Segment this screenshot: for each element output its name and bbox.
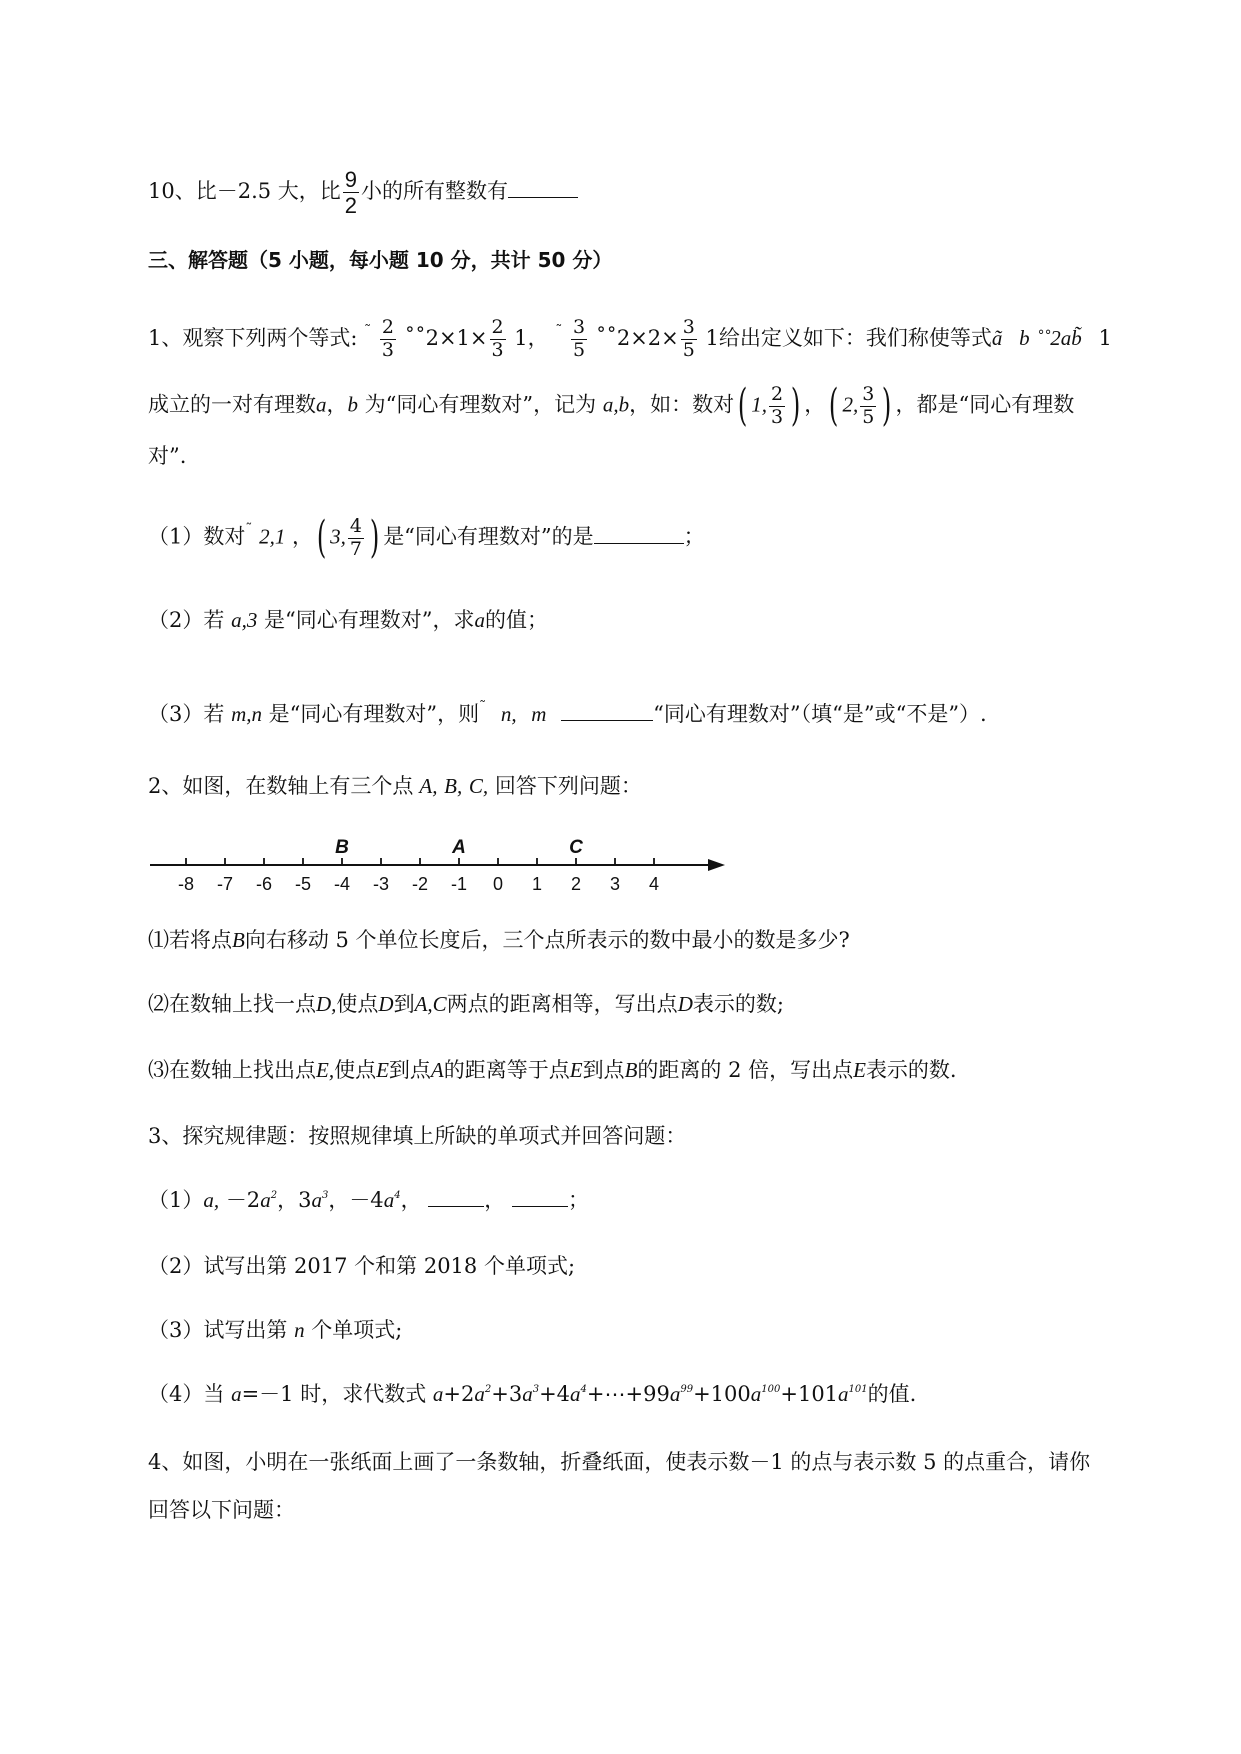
point-label: B [624,1058,638,1082]
exponent: 4 [580,1384,587,1395]
point-label: B [232,928,245,952]
var: a [383,1188,395,1212]
text: “同心有理数对”（填“是”或“不是”）. [653,702,987,726]
exponent: 99 [680,1384,694,1395]
exponent: 3 [532,1384,540,1395]
p3-s4 [148,1384,916,1405]
var: a [432,1382,444,1406]
text: ， [277,1188,299,1212]
text: 为“同心有理数对”，记为 [358,392,597,417]
point-label: B, [444,774,463,798]
text: ，如：数对 [629,392,735,417]
tick-label: -5 [294,874,312,894]
var: ã [991,325,1003,350]
tilde-mark: ˜ [555,322,563,339]
eq-text: 1 [1098,325,1112,350]
fraction-nine-halves [343,168,359,217]
text: （4）当 [148,1382,225,1406]
tick-label: 4 [648,874,660,894]
point-label: E [853,1058,866,1082]
term: a, [203,1188,220,1212]
text: 是“同心有理数对”，求 [264,608,475,632]
tick-label: 0 [492,874,504,894]
tilde-mark: ˜ [479,699,487,715]
term: 3 [298,1188,312,1212]
text: ； [567,1188,589,1212]
p1-line1 [148,318,1112,361]
var: a [750,1382,762,1406]
p4-line2: 回答以下问题： [148,1498,295,1522]
text: 个单项式; [311,1318,403,1342]
var: a [260,1188,271,1212]
tick-label: -6 [255,874,273,894]
text: 表示的数. [865,1058,957,1082]
term: +⋯+99 [586,1382,670,1406]
term: －2 [225,1188,261,1212]
section-title: 三、解答题（5 小题，每小题 10 分，共计 50 分） [148,248,613,272]
text: 是“同心有理数对”的是 [383,524,594,549]
text: （3）若 [148,702,225,726]
frac-denominator: 2 [344,193,358,219]
text: ， [484,1188,506,1212]
tick-label: -4 [333,874,351,894]
point-label: A, [419,774,438,798]
text: 2、如图，在数轴上有三个点 [148,774,414,798]
var: 3, [330,524,346,549]
var: a [838,1382,849,1406]
arrow-head-icon [708,859,725,871]
point-label-c: C [569,837,583,858]
var: a [311,1188,322,1212]
exponent: 4 [394,1190,401,1201]
paren: ( [316,512,327,563]
text: （3）试写出第 [148,1318,288,1342]
text: ， [804,392,826,417]
p1-line3: 对”. [148,444,187,468]
p1-intro: 1、观察下列两个等式: [148,325,358,350]
point-label: D, [316,992,337,1016]
text: ， [292,524,313,549]
exponent: 2 [270,1190,278,1201]
text: （2）若 [148,608,225,632]
p1-sub1 [148,512,705,563]
var: a [316,392,327,417]
text: ⑵在数轴上找一点 [148,992,316,1016]
text: =－1 时，求代数式 [241,1382,427,1406]
p2-q2 [148,994,784,1015]
fraction: $\frac{2}{3}$ [381,316,394,361]
var: m,n [231,702,262,726]
term: －4 [349,1188,384,1212]
text: 到点 [388,1058,431,1082]
question-10 [148,168,578,217]
text: ， [326,392,348,417]
text: 的距离等于点 [443,1058,570,1082]
point-label: E, [316,1058,335,1082]
var: b̃ [1071,325,1082,350]
term: +100 [693,1382,751,1406]
var: a [474,1382,485,1406]
var: n [294,1318,305,1342]
eq-text: 1给出定义如下：我们称使等式 [705,325,992,350]
text: 回答下列问题： [494,774,642,798]
tilde-mark: ˜ [364,322,372,339]
text: ⑴若将点 [148,928,232,952]
answer-blank[interactable] [428,1206,484,1207]
text: 的距离的 2 倍，写出点 [637,1058,854,1082]
tick-label: -3 [372,874,390,894]
text: ⑶在数轴上找出点 [148,1058,316,1082]
text: ， [400,1188,422,1212]
text: 的值. [867,1382,917,1406]
tick-label: -7 [216,874,234,894]
fraction: $\frac{3}{5}$ [682,316,695,361]
tick-label: 1 [531,874,543,894]
point-label: E [376,1058,389,1082]
var: a [474,608,485,632]
var: ˚˚2a [1036,325,1072,350]
p3-s1 [148,1190,589,1211]
text: 是“同心有理数对”，则 [268,702,480,726]
tick-label: 3 [609,874,621,894]
tilde-mark: ˜ [245,521,253,538]
text: ， [328,1188,350,1212]
paren: ) [790,380,801,431]
fraction: $\frac{2}{3}$ [491,316,504,361]
p3-title: 3、探究规律题：按照规律填上所缺的单项式并回答问题： [148,1124,687,1148]
fraction: $\frac{4}{7}$ [349,514,363,560]
tick-label: -1 [450,874,468,894]
eq-text: ˚˚2×1× [404,325,488,350]
var: 2, [842,392,859,417]
number-line-ticks [178,858,659,894]
var: a,3 [231,608,258,632]
text: 两点的距离相等，写出点 [446,992,678,1016]
text: 到 [393,992,415,1016]
p2-title [148,776,642,797]
text: 的值； [484,608,548,632]
exponent: 2 [484,1384,492,1395]
tick-label: -2 [411,874,429,894]
p1-sub3 [148,700,987,725]
exponent: 100 [761,1384,781,1395]
text: ； [683,524,705,549]
eq-text: 1， [514,325,549,350]
var: a [669,1382,681,1406]
text: 向右移动 5 个单位长度后，三个点所表示的数中最小的数是多少? [244,928,850,952]
point-label: A, [414,992,433,1016]
text: 使点 [334,1058,377,1082]
tick-label: 2 [570,874,582,894]
number-line-figure [140,825,740,900]
var: b [347,392,358,417]
text: （1）数对 [148,524,246,549]
p2-q1 [148,930,850,951]
fraction: $\frac{3}{5}$ [573,316,586,361]
var: a [570,1382,581,1406]
paren: ( [737,380,748,431]
point-label: E [569,1058,583,1082]
text: 到点 [582,1058,625,1082]
var: a [522,1382,533,1406]
var: n, [500,702,517,726]
p3-s2: （2）试写出第 2017 个和第 2018 个单项式; [148,1254,576,1278]
q10-suffix: 小的所有整数有 [361,179,509,204]
answer-blank[interactable] [512,1206,568,1207]
number-line-points [335,837,583,858]
tick-label: -8 [177,874,195,894]
frac-numerator: 9 [344,167,358,192]
text: 使点 [336,992,379,1016]
fraction: $\frac{3}{5}$ [862,382,875,428]
answer-blank[interactable] [594,543,684,544]
term: +3 [491,1382,523,1406]
text: （1） [148,1188,204,1212]
var: b [1019,325,1030,350]
var: a,b [602,392,630,417]
term: +101 [780,1382,839,1406]
var: 1, [751,392,768,417]
answer-blank[interactable] [508,197,578,198]
p1-sub2 [148,610,548,631]
paren: ) [369,512,380,563]
p2-q3 [148,1060,957,1081]
var: m [531,702,547,726]
var: 2,1 [259,524,286,549]
text: 表示的数; [692,992,784,1016]
term: +4 [539,1382,571,1406]
eq-text: ˚˚2×2× [595,325,679,350]
exponent: 3 [321,1190,329,1201]
exponent: 101 [848,1384,868,1395]
paren: ( [829,380,839,431]
point-label-a: A [452,837,466,858]
point-label: D [378,992,394,1016]
q10-prefix: 10、比－2.5 大，比 [148,179,341,204]
paren: ) [882,380,892,431]
answer-blank[interactable] [561,720,653,721]
point-label-b: B [335,837,349,858]
p4-line1: 4、如图，小明在一张纸面上画了一条数轴，折叠纸面，使表示数－1 的点与表示数 5 的点重合，请你 [148,1450,1091,1474]
text: ，都是“同心有理数 [895,392,1075,417]
text: 成立的一对有理数 [148,392,316,417]
p3-s3 [148,1320,402,1341]
term: +2 [443,1382,475,1406]
point-label: C, [468,774,489,798]
point-label: C [432,992,447,1016]
point-label: A [430,1058,444,1082]
var: a [231,1382,242,1406]
fraction: $\frac{2}{3}$ [771,382,784,428]
p1-line2 [148,380,1075,431]
point-label: D [677,992,693,1016]
